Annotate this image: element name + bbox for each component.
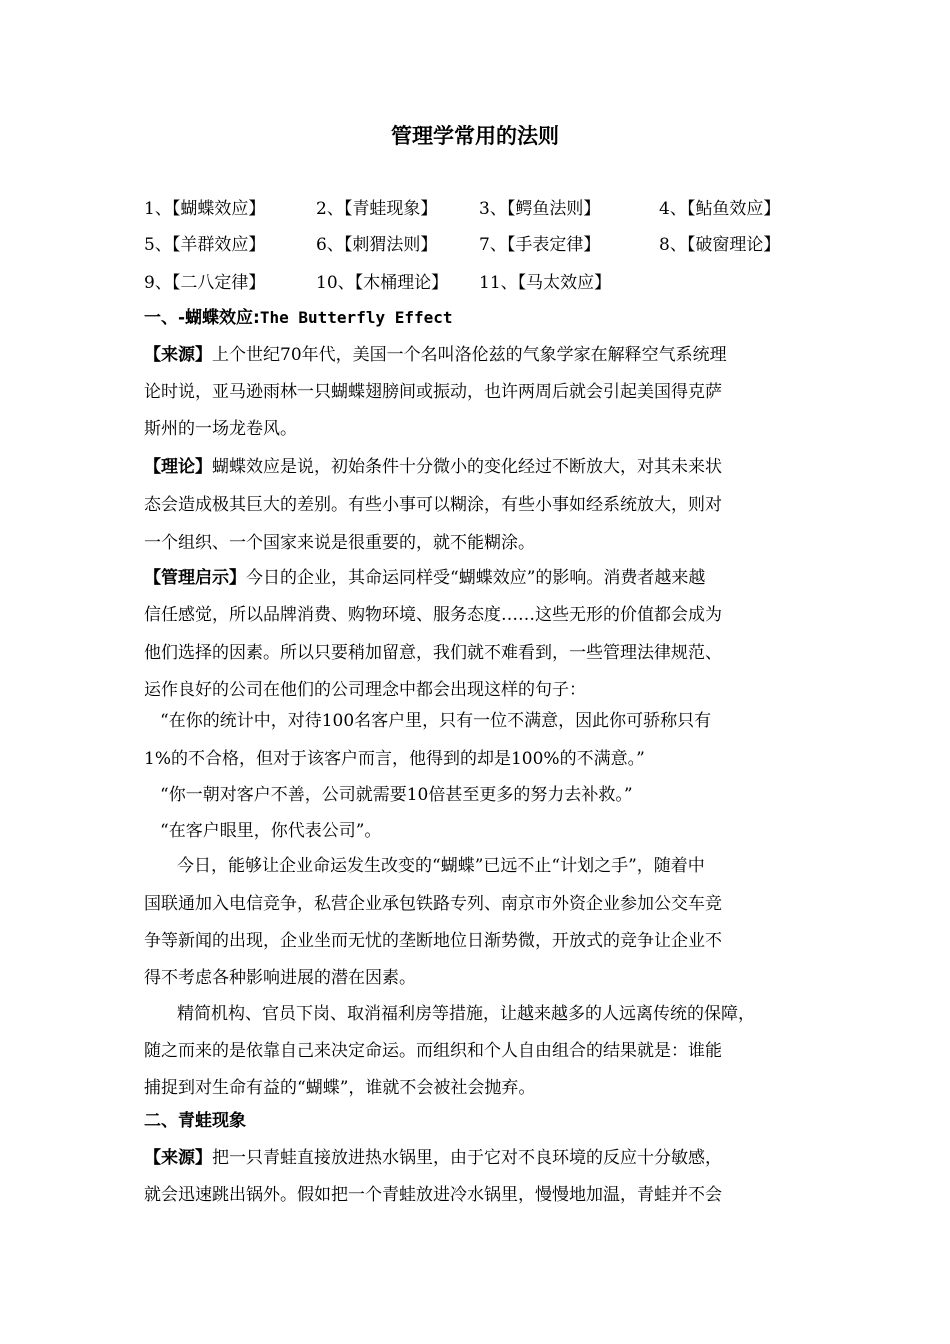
source-paragraph-line: 斯州的一场龙卷风。 — [144, 419, 297, 439]
toc-item-sheep: 5、【羊群效应】 — [144, 235, 266, 255]
body-paragraph-line: 捕捉到对生命有益的“蝴蝶”，谁就不会被社会抛弃。 — [144, 1078, 536, 1098]
body-paragraph-line: 随之而来的是依靠自己来决定命运。而组织和个人自由组合的结果就是：谁能 — [144, 1041, 722, 1061]
toc-item-bucket: 10、【木桶理论】 — [316, 273, 449, 293]
insight-paragraph-line: 他们选择的因素。所以只要稍加留意，我们就不难看到，一些管理法律规范、 — [144, 643, 722, 663]
toc-item-pareto: 9、【二八定律】 — [144, 273, 266, 293]
theory-paragraph-line: 【理论】蝴蝶效应是说，初始条件十分微小的变化经过不断放大，对其未来状 — [144, 457, 722, 477]
toc-item-frog: 2、【青蛙现象】 — [316, 199, 438, 219]
source-label: 【来源】 — [144, 1148, 212, 1168]
source-paragraph-line: 论时说，亚马逊雨林一只蝴蝶翅膀间或振动，也许两周后就会引起美国得克萨 — [144, 382, 722, 402]
page-title: 管理学常用的法则 — [391, 124, 559, 148]
insight-paragraph-line: 【管理启示】今日的企业，其命运同样受“蝴蝶效应”的影响。消费者越来越 — [144, 568, 706, 588]
toc-item-butterfly: 1、【蝴蝶效应】 — [144, 199, 266, 219]
quote-line: “在客户眼里，你代表公司”。 — [160, 821, 382, 841]
body-paragraph-line: 得不考虑各种影响进展的潜在因素。 — [144, 968, 416, 988]
source-paragraph-line: 【来源】上个世纪70年代，美国一个名叫洛伦兹的气象学家在解释空气系统理 — [144, 345, 727, 365]
toc-item-crocodile: 3、【鳄鱼法则】 — [479, 199, 601, 219]
source-paragraph-line: 【来源】把一只青蛙直接放进热水锅里，由于它对不良环境的反应十分敏感， — [144, 1148, 722, 1168]
theory-label: 【理论】 — [144, 457, 212, 477]
theory-paragraph-line: 一个组织、一个国家来说是很重要的，就不能糊涂。 — [144, 533, 535, 553]
toc-item-matthew: 11、【马太效应】 — [479, 273, 612, 293]
source-paragraph-line: 就会迅速跳出锅外。假如把一个青蛙放进冷水锅里，慢慢地加温，青蛙并不会 — [144, 1185, 722, 1205]
theory-paragraph-line: 态会造成极其巨大的差别。有些小事可以糊涂，有些小事如经系统放大，则对 — [144, 495, 722, 515]
toc-item-watch: 7、【手表定律】 — [479, 235, 601, 255]
section-heading-frog: 二、青蛙现象 — [144, 1111, 246, 1131]
body-paragraph-line: 争等新闻的出现，企业坐而无忧的垄断地位日渐势微，开放式的竞争让企业不 — [144, 931, 722, 951]
toc-item-hedgehog: 6、【刺猬法则】 — [316, 235, 438, 255]
body-paragraph-line: 今日，能够让企业命运发生改变的“蝴蝶”已远不止“计划之手”，随着中 — [177, 856, 705, 876]
insight-label: 【管理启示】 — [144, 568, 246, 588]
quote-line: “在你的统计中，对待100名客户里，只有一位不满意，因此你可骄称只有 — [160, 711, 712, 731]
source-label: 【来源】 — [144, 345, 212, 365]
insight-paragraph-line: 信任感觉，所以品牌消费、购物环境、服务态度……这些无形的价值都会成为 — [144, 605, 722, 625]
body-paragraph-line: 国联通加入电信竞争，私营企业承包铁路专列、南京市外资企业参加公交车竞 — [144, 894, 722, 914]
toc-item-catfish: 4、【鲇鱼效应】 — [659, 199, 781, 219]
section-heading-butterfly: 一、-蝴蝶效应:The Butterfly Effect — [144, 308, 453, 328]
quote-line: “你一朝对客户不善，公司就需要10倍甚至更多的努力去补救。” — [160, 785, 633, 805]
toc-item-broken-window: 8、【破窗理论】 — [659, 235, 781, 255]
insight-paragraph-line: 运作良好的公司在他们的公司理念中都会出现这样的句子： — [144, 680, 586, 700]
quote-line: 1%的不合格，但对于该客户而言，他得到的却是100%的不满意。” — [144, 749, 645, 769]
body-paragraph-line: 精简机构、官员下岗、取消福利房等措施，让越来越多的人远离传统的保障， — [177, 1004, 755, 1024]
